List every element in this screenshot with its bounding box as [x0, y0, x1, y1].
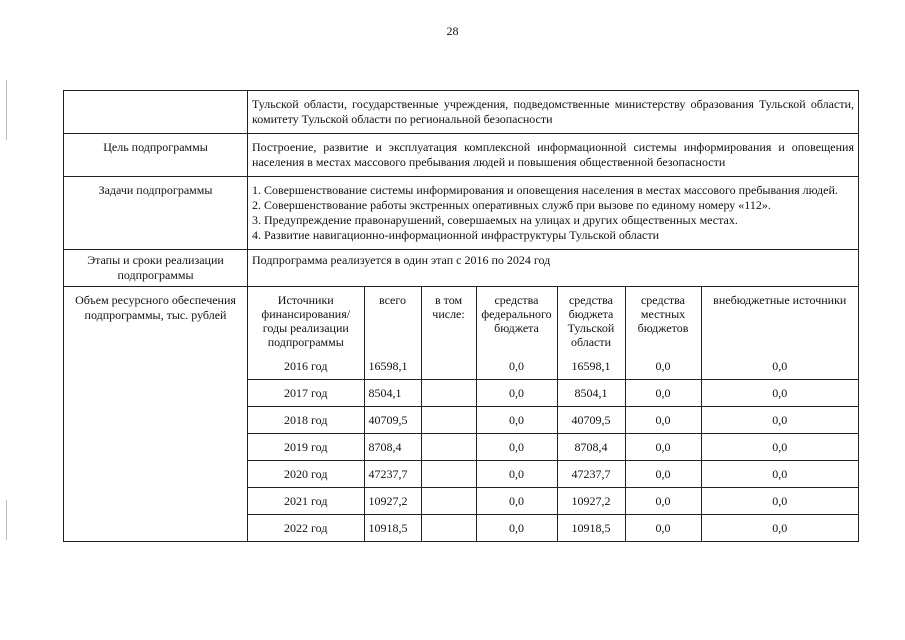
funding-label: Объем ресурсного обеспечения подпрограммы, тыс. рублей [64, 287, 248, 542]
funding-year-row [248, 488, 858, 515]
goal-label: Цель подпрограммы [64, 134, 248, 177]
task-item: 4. Развитие навигационно-информационной инфраструктуры Тульской области [252, 228, 660, 242]
extrabudgetary-cell: 0,0 [701, 353, 858, 380]
federal-cell: 0,0 [476, 515, 557, 542]
header-total: всего [364, 287, 421, 353]
scan-edge-mark [6, 80, 7, 140]
row-stages [64, 250, 859, 287]
funding-year-row [248, 407, 858, 434]
regional-cell: 16598,1 [557, 353, 625, 380]
task-item: 3. Предупреждение правонарушений, совершаемых на улицах и других общественных местах. [252, 213, 738, 227]
row-tasks [64, 177, 859, 250]
total-cell: 10927,2 [364, 488, 421, 515]
row-funding [64, 287, 859, 542]
executors-label-cell [64, 91, 248, 134]
funding-year-row [248, 434, 858, 461]
year-cell: 2018 год [248, 407, 364, 434]
total-cell: 47237,7 [364, 461, 421, 488]
funding-year-row [248, 515, 858, 542]
stages-value: Подпрограмма реализуется в один этап с 2016 по 2024 год [248, 250, 859, 287]
stages-label: Этапы и сроки реализации подпрограммы [64, 250, 248, 287]
total-cell: 8708,4 [364, 434, 421, 461]
row-goal [64, 134, 859, 177]
including-cell [421, 461, 476, 488]
header-regional: средства бюджета Тульской области [557, 287, 625, 353]
local-cell: 0,0 [625, 380, 701, 407]
local-cell: 0,0 [625, 515, 701, 542]
funding-header-row [248, 287, 858, 353]
year-cell: 2016 год [248, 353, 364, 380]
passport-table [63, 90, 859, 542]
including-cell [421, 407, 476, 434]
including-cell [421, 353, 476, 380]
local-cell: 0,0 [625, 488, 701, 515]
funding-year-row [248, 380, 858, 407]
header-federal: средства федерального бюджета [476, 287, 557, 353]
regional-cell: 47237,7 [557, 461, 625, 488]
local-cell: 0,0 [625, 461, 701, 488]
extrabudgetary-cell: 0,0 [701, 380, 858, 407]
year-cell: 2020 год [248, 461, 364, 488]
total-cell: 10918,5 [364, 515, 421, 542]
year-cell: 2017 год [248, 380, 364, 407]
including-cell [421, 515, 476, 542]
regional-cell: 40709,5 [557, 407, 625, 434]
year-cell: 2022 год [248, 515, 364, 542]
executors-value: Тульской области, государственные учреждения, подведомственные министерству образования Тульской области, комитету Тульской области по региональной безопасности [248, 91, 859, 134]
year-cell: 2021 год [248, 488, 364, 515]
funding-year-row [248, 461, 858, 488]
local-cell: 0,0 [625, 353, 701, 380]
federal-cell: 0,0 [476, 461, 557, 488]
header-including: в том числе: [421, 287, 476, 353]
year-cell: 2019 год [248, 434, 364, 461]
goal-value: Построение, развитие и эксплуатация комплексной информационной системы информирования и оповещения населения в местах массового пребывания людей и повышения общественной безопасности [248, 134, 859, 177]
tasks-label: Задачи подпрограммы [64, 177, 248, 250]
task-item: 2. Совершенствование работы экстренных оперативных служб при вызове по единому номеру «112». [252, 198, 771, 212]
federal-cell: 0,0 [476, 353, 557, 380]
funding-table-cell [248, 287, 859, 542]
header-local: средства местных бюджетов [625, 287, 701, 353]
extrabudgetary-cell: 0,0 [701, 407, 858, 434]
regional-cell: 10918,5 [557, 515, 625, 542]
extrabudgetary-cell: 0,0 [701, 461, 858, 488]
including-cell [421, 380, 476, 407]
row-executors-continued [64, 91, 859, 134]
local-cell: 0,0 [625, 434, 701, 461]
federal-cell: 0,0 [476, 434, 557, 461]
extrabudgetary-cell: 0,0 [701, 488, 858, 515]
task-item: 1. Совершенствование системы информирования и оповещения населения в местах массового пребывания людей. [252, 183, 838, 197]
regional-cell: 8708,4 [557, 434, 625, 461]
including-cell [421, 488, 476, 515]
scan-edge-mark [6, 500, 7, 540]
funding-table [248, 287, 858, 541]
local-cell: 0,0 [625, 407, 701, 434]
federal-cell: 0,0 [476, 380, 557, 407]
header-sources: Источники финансирования/ годы реализации подпрограммы [248, 287, 364, 353]
extrabudgetary-cell: 0,0 [701, 515, 858, 542]
total-cell: 8504,1 [364, 380, 421, 407]
funding-body [248, 353, 858, 541]
funding-year-row [248, 353, 858, 380]
total-cell: 16598,1 [364, 353, 421, 380]
tasks-value [248, 177, 859, 250]
federal-cell: 0,0 [476, 407, 557, 434]
extrabudgetary-cell: 0,0 [701, 434, 858, 461]
regional-cell: 8504,1 [557, 380, 625, 407]
including-cell [421, 434, 476, 461]
page-number: 28 [446, 24, 459, 38]
regional-cell: 10927,2 [557, 488, 625, 515]
total-cell: 40709,5 [364, 407, 421, 434]
federal-cell: 0,0 [476, 488, 557, 515]
header-extrabudgetary: внебюджетные источники [701, 287, 858, 353]
